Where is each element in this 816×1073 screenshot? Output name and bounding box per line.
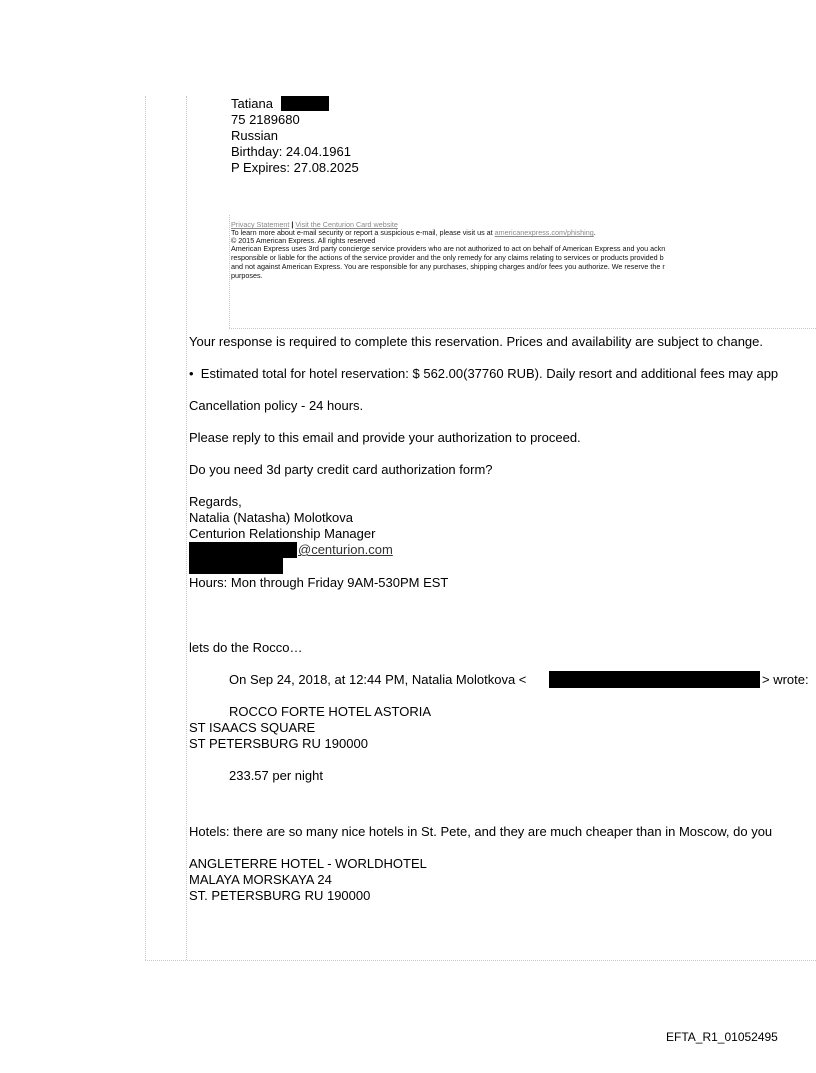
estimated-total-line (189, 366, 778, 381)
sender-email-link[interactable]: @centurion.com (298, 542, 393, 557)
redaction-email-user (189, 542, 297, 558)
rocco-hotel-city: ST PETERSBURG RU 190000 (189, 736, 368, 751)
inner-quote-border-left (186, 96, 187, 960)
amex-copyright: © 2015 American Express. All rights reserved (231, 236, 376, 245)
redaction-phone (189, 558, 283, 574)
regards: Regards, (189, 494, 242, 509)
third-party-question: Do you need 3d party credit card authorization form? (189, 462, 493, 477)
estimated-total-text: Estimated total for hotel reservation: $ 562.00(37760 RUB). Daily resort and additional fees may app (200, 366, 779, 381)
passenger-name: Tatiana (231, 96, 273, 111)
amex-disclaimer-line-2: responsible or liable for the actions of the service provider and the only remedy for any claims relating to services or products provided b (231, 253, 664, 262)
angleterre-hotel-city: ST. PETERSBURG RU 190000 (189, 888, 371, 903)
security-period: . (593, 228, 596, 237)
bullet: • (189, 366, 194, 381)
privacy-statement-link[interactable]: Privacy Statement (231, 220, 290, 229)
rocco-price: 233.57 per night (229, 768, 323, 783)
quote-header (229, 672, 526, 687)
angleterre-hotel-name: ANGLETERRE HOTEL - WORLDHOTEL (189, 856, 427, 871)
centurion-website-link[interactable]: Visit the Centurion Card website (295, 220, 398, 229)
reply-text: lets do the Rocco… (189, 640, 303, 655)
outer-quote-border-bottom (145, 960, 816, 961)
angleterre-hotel-street: MALAYA MORSKAYA 24 (189, 872, 332, 887)
amex-disclaimer-line-4: purposes. (231, 271, 263, 280)
sender-name: Natalia (Natasha) Molotkova (189, 510, 354, 525)
passenger-nationality: Russian (231, 128, 278, 143)
amex-disclaimer-line-3: and not against American Express. You are responsible for any purchases, shipping charges and/or fees you authorize. We reserve the r (231, 262, 665, 271)
response-required-text: Your response is required to complete this reservation. Prices and availability are subject to change. (189, 334, 763, 349)
amex-disclaimer-line-1: American Express uses 3rd party concierge service providers who are not authorized to act on behalf of American Express and you ackn (231, 244, 666, 253)
amex-footer-border-bottom (229, 328, 816, 329)
reply-request: Please reply to this email and provide your authorization to proceed. (189, 430, 581, 445)
rocco-hotel-name: ROCCO FORTE HOTEL ASTORIA (229, 704, 432, 719)
security-text: To learn more about e-mail security or report a suspicious e-mail, please visit us at (231, 228, 493, 237)
bates-number: EFTA_R1_01052495 (666, 1030, 778, 1044)
redaction-surname (281, 96, 329, 111)
passport-expiry: P Expires: 27.08.2025 (231, 160, 359, 175)
redaction-sender-email (549, 671, 760, 688)
phishing-link[interactable]: americanexpress.com/phishing (494, 228, 594, 237)
passenger-birthday: Birthday: 24.04.1961 (231, 144, 351, 159)
footer-link-separator: | (291, 220, 294, 229)
outer-quote-border-left (145, 96, 146, 960)
hotels-intro: Hotels: there are so many nice hotels in St. Pete, and they are much cheaper than in Moscow, do you (189, 824, 773, 839)
office-hours: Hours: Mon through Friday 9AM-530PM EST (189, 575, 449, 590)
sender-title: Centurion Relationship Manager (189, 526, 376, 541)
passenger-number: 75 2189680 (231, 112, 300, 127)
amex-footer-border-left (229, 215, 230, 328)
quote-header-start: On Sep 24, 2018, at 12:44 PM, Natalia Molotkova < (229, 672, 527, 687)
rocco-hotel-street: ST ISAACS SQUARE (189, 720, 316, 735)
quote-header-end: > wrote: (762, 672, 809, 687)
cancellation-policy: Cancellation policy - 24 hours. (189, 398, 364, 413)
